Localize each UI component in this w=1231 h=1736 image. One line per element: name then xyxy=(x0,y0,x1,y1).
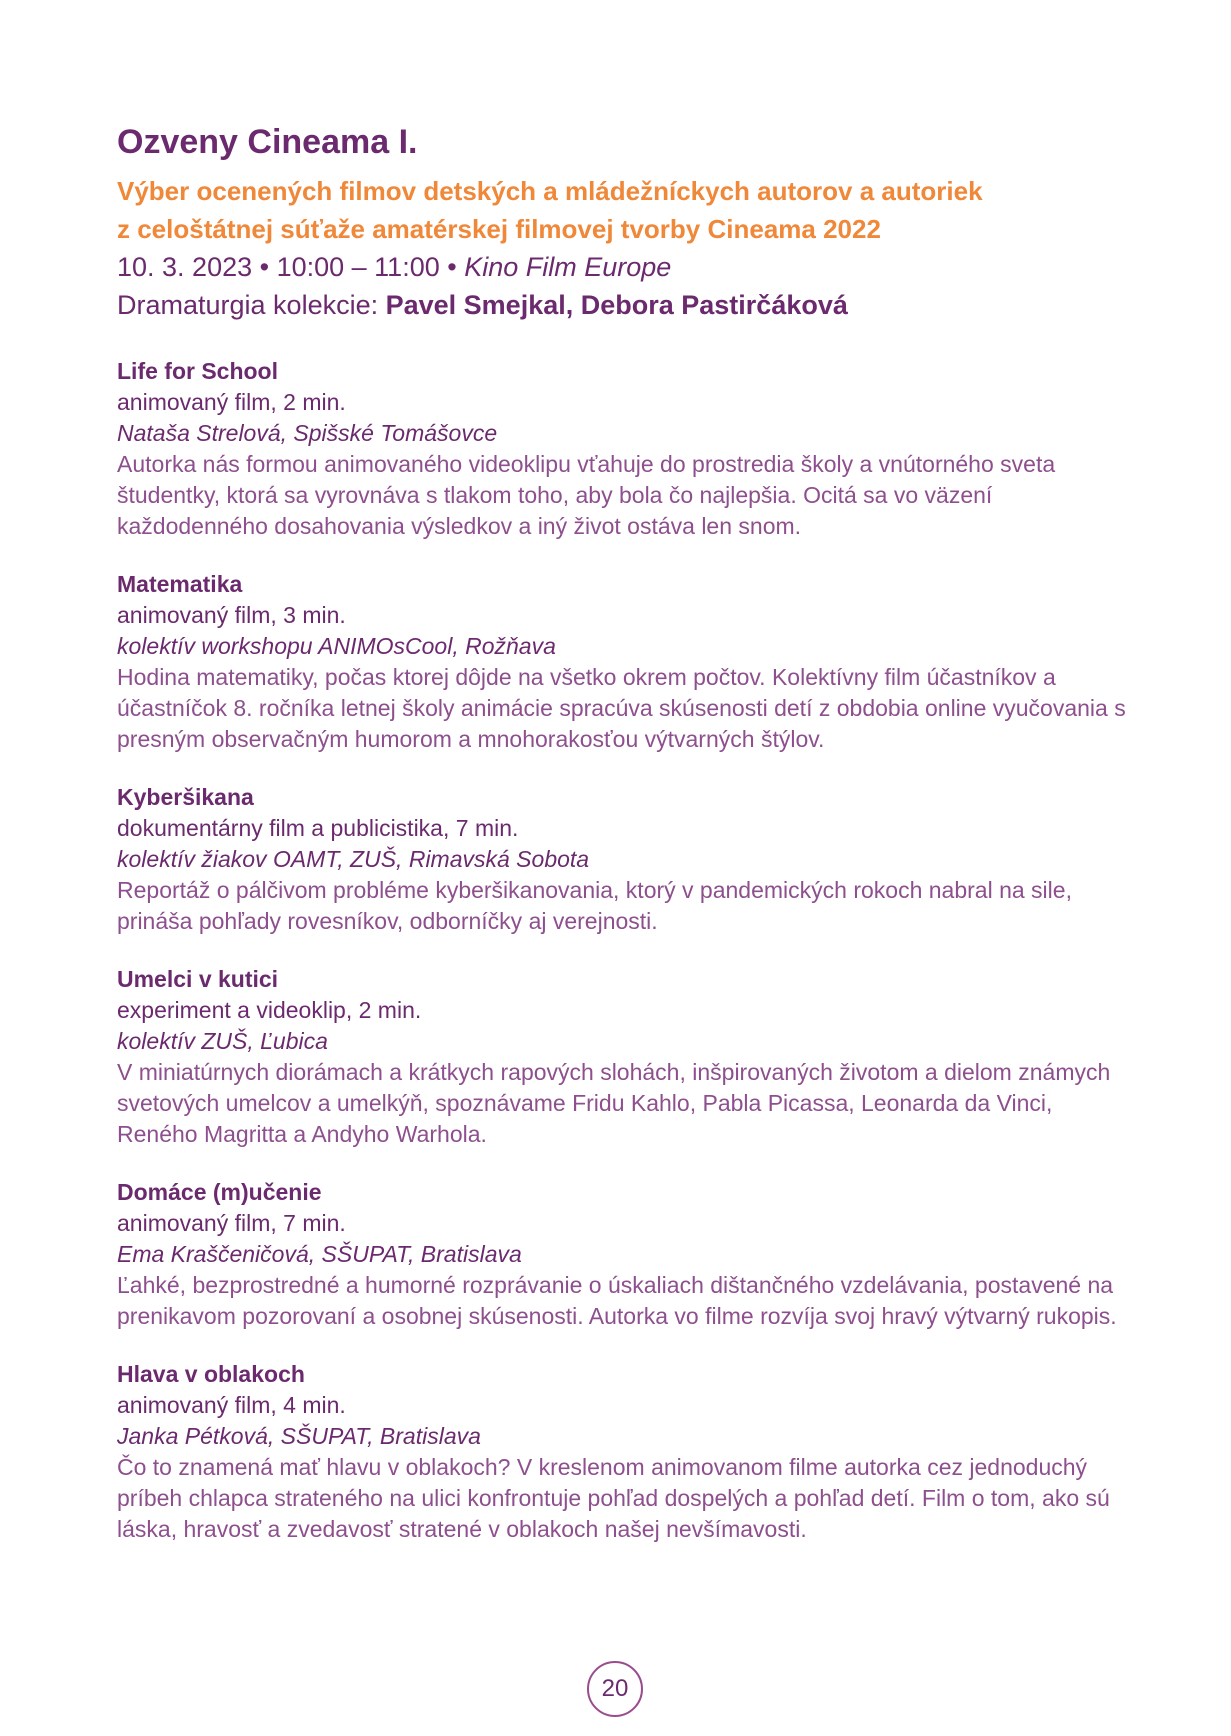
screening-venue: Kino Film Europe xyxy=(464,252,672,282)
film-author: kolektív workshopu ANIMOsCool, Rožňava xyxy=(117,633,556,659)
film-entry xyxy=(117,1177,1127,1332)
film-description: Hodina matematiky, počas ktorej dôjde na všetko okrem počtov. Kolektívny film účastníkov a účastníčok 8. ročníka letnej školy animácie spracúva skúsenosti detí z obdobia online vyučovania s presným observačným humorom a mnohorakosťou výtvarných štýlov. xyxy=(117,664,1126,752)
film-title: Domáce (m)učenie xyxy=(117,1179,322,1205)
film-title: Matematika xyxy=(117,571,243,597)
film-genre: animovaný film, 7 min. xyxy=(117,1210,346,1236)
film-author: Ema Kraščeničová, SŠUPAT, Bratislava xyxy=(117,1241,522,1267)
dramaturgy-label: Dramaturgia kolekcie: xyxy=(117,290,386,320)
subtitle-line-1: Výber ocenených filmov detských a mládežníckych autorov a autoriek xyxy=(117,176,983,206)
film-genre: animovaný film, 2 min. xyxy=(117,389,346,415)
film-author: kolektív žiakov OAMT, ZUŠ, Rimavská Sobota xyxy=(117,846,590,872)
film-list xyxy=(117,356,1127,1545)
film-title: Life for School xyxy=(117,358,278,384)
page-number: 20 xyxy=(587,1661,643,1717)
dramaturgy-line xyxy=(117,286,1127,324)
film-description: Ľahké, bezprostredné a humorné rozprávanie o úskaliach dištančného vzdelávania, postavené na prenikavom pozorovaní a osobnej skúsenosti. Autorka vo filme rozvíja svoj hravý výtvarný rukopis. xyxy=(117,1272,1117,1329)
film-description: Čo to znamená mať hlavu v oblakoch? V kreslenom animovanom filme autorka cez jednoduchý príbeh chlapca strateného na ulici konfrontuje pohľad dospelých a pohľad detí. Film o tom, ako sú láska, hravosť a zvedavosť stratené v oblakoch našej nevšímavosti. xyxy=(117,1454,1110,1542)
film-author: Janka Pétková, SŠUPAT, Bratislava xyxy=(117,1423,481,1449)
film-author: kolektív ZUŠ, Ľubica xyxy=(117,1028,328,1054)
film-entry xyxy=(117,782,1127,937)
subtitle-line-2: z celoštátnej súťaže amatérskej filmovej tvorby Cineama 2022 xyxy=(117,214,881,244)
film-genre: dokumentárny film a publicistika, 7 min. xyxy=(117,815,519,841)
film-description: V miniatúrnych diorámach a krátkych rapových slohách, inšpirovaných životom a dielom známych svetových umelcov a umelkýň, spoznávame Fridu Kahlo, Pabla Picassa, Leonarda da Vinci, Reného Magritta a Andyho Warhola. xyxy=(117,1059,1111,1147)
film-description: Autorka nás formou animovaného videoklipu vťahuje do prostredia školy a vnútorného sveta študentky, ktorá sa vyrovnáva s tlakom toho, aby bola čo najlepšia. Ocitá sa vo väzení každodenného dosahovania výsledkov a iný život ostáva len snom. xyxy=(117,451,1056,539)
film-entry xyxy=(117,356,1127,542)
dramaturgy-names: Pavel Smejkal, Debora Pastirčáková xyxy=(385,290,848,320)
film-genre: animovaný film, 3 min. xyxy=(117,602,346,628)
film-description: Reportáž o pálčivom probléme kyberšikanovania, ktorý v pandemických rokoch nabral na sile, prináša pohľady rovesníkov, odborníčky aj verejnosti. xyxy=(117,877,1072,934)
film-genre: animovaný film, 4 min. xyxy=(117,1392,346,1418)
film-entry xyxy=(117,569,1127,755)
film-title: Umelci v kutici xyxy=(117,966,279,992)
film-entry xyxy=(117,964,1127,1150)
film-genre: experiment a videoklip, 2 min. xyxy=(117,997,422,1023)
screening-date-time: 10. 3. 2023 • 10:00 – 11:00 • xyxy=(117,252,465,282)
film-entry xyxy=(117,1359,1127,1545)
film-author: Nataša Strelová, Spišské Tomášovce xyxy=(117,420,498,446)
film-title: Kyberšikana xyxy=(117,784,254,810)
program-page xyxy=(117,120,1127,1572)
film-title: Hlava v oblakoch xyxy=(117,1361,305,1387)
screening-info xyxy=(117,248,1127,286)
page-title: Ozveny Cineama I. xyxy=(117,123,418,161)
